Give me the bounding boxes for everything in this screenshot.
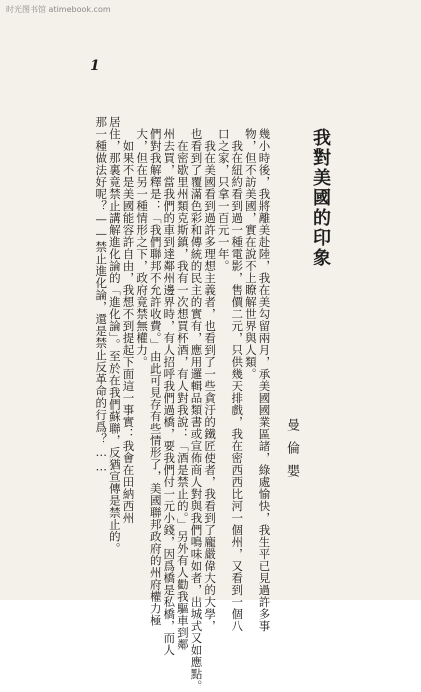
body-column: 那一種做法好呢？——禁止進化論，還是禁止反革命的行爲？…… [94,116,109,474]
body-column: 口之家，只拿一百元一年。 [216,128,231,272]
body-column: 物，但不訪美國，實在說不上瞭解世界與人類。 [243,128,258,380]
article-author: 曼倫嬰 [284,418,299,487]
body-column: 在密歇里州類克斯鎮，我有一次想買杯酒，有人對我說：「酒是禁止的。」另外有人勸我驅車到鄰 [175,140,190,651]
body-column: 們對我解釋是：「我們聯邦不允許收費。」由此可見存有些情形了，美國聯邦政府的州府權力極 [148,128,163,627]
body-column: 居住，那裏竟禁止講解進化論的「進化論」。至於在我們蘇聯，反猶宣傳是禁止的。 [107,116,122,555]
body-column: 大，但在另一種情形之下，政府竟禁無權力。 [135,128,150,368]
body-column: 幾小時後，我將離美赴陸，我在美勾留兩月，承美國國業區諸，綠處愉快，我生平已見過許多事 [257,128,272,632]
body-column: 如果不是美國能容許自由，我想不到提起下面這一事實：我會在田納西州 [121,140,136,524]
body-column: 我在紐約看到過一種電影，售價二元，只供幾天排戲，我在密西西比河一個州，又看到一個八 [230,140,245,632]
body-column: 我在美國看到過許多理想主義者，也看到了一些貪汙的鐵匠使者，我看到了龐嚴偉大的大學， [203,140,218,632]
watermark: 时光图书馆 atimebook.com [6,5,111,14]
body-column: 州去買，當我們的車到達鄰州邊界時，有人招呼我們過橋，要我們付一元小錢，因爲橋是私橋，而人 [162,128,177,656]
article-title: 我對美國的印象 [310,128,331,268]
page-number: 1 [90,58,100,74]
body-column: 也看到了覆滿色彩和傳統的民主的實有，應用邏輯品類書或宣佈商人對與我們鳴味如者，出城式又如應點。 [189,128,204,692]
